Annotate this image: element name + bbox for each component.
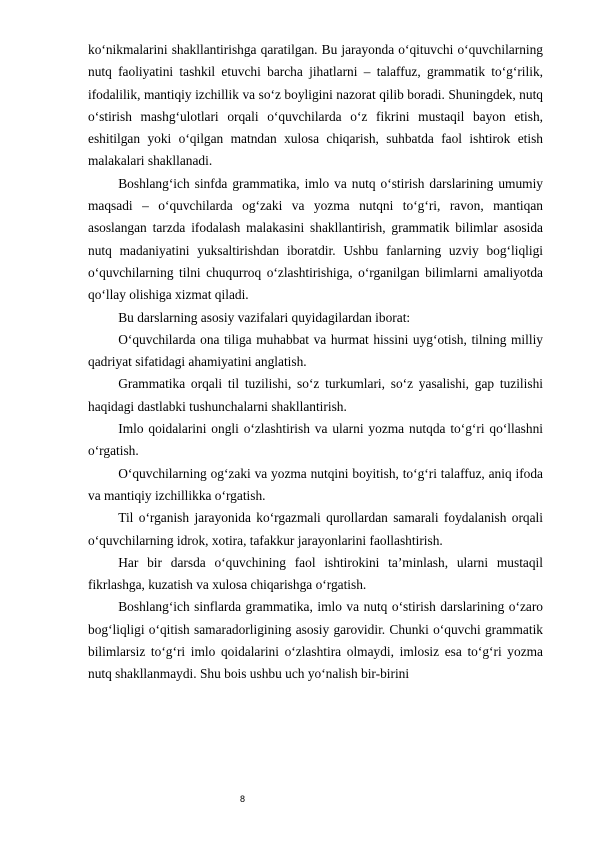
paragraph-task-1: O‘quvchilarda ona tiliga muhabbat va hurmat hissini uyg‘otish, tilning milliy qadriyat sifatidagi ahamiyatini anglatish. (88, 331, 543, 370)
paragraph-task-3: Imlo qoidalarini ongli o‘zlashtirish va ularni yozma nutqda to‘g‘ri qo‘llashni o‘rgatish. (88, 421, 543, 459)
paragraph-continuation: ko‘nikmalarini shakllantirishga qaratilgan. Bu jarayonda o‘qituvchi o‘quvchilarning nutq faoliyatini tashkil etuvchi barcha jihatlarni – talaffuz, grammatik to‘g‘rilik, ifodalilik, mantiqiy izchillik va so‘z boyligini nazorat qilib boradi. Shuningdek, nutq o‘stirish mashg‘ulotlari orqali o‘quvchilarda o‘z fikrini mustaqil bayon etish, eshitilgan yoki o‘qilgan matndan xulosa chiqarish, suhbatda faol ishtirok etish malakalari shakllanadi. (88, 42, 543, 169)
page-number: 8 (240, 794, 246, 804)
paragraph-goal: Boshlang‘ich sinfda grammatika, imlo va nutq o‘stirish darslarining umumiy maqsadi – o‘quvchilarda og‘zaki va yozma nutqni to‘g‘ri, ravon, mantiqan asoslangan tarzda ifodalash malakasini shakllantirish, grammatik bilimlar asosida nutq madaniyatini yuksaltirishdan iboratdir. Ushbu fanlarning uzviy bog‘liqligi o‘quvchilarning tilni chuqurroq o‘zlashtirishiga, o‘rganilgan bilimlarni amaliyotda qo‘llay olishiga xizmat qiladi. (88, 175, 543, 303)
paragraph-tasks-intro: Bu darslarning asosiy vazifalari quyidagilardan iborat: (118, 309, 411, 325)
paragraph-task-2: Grammatika orqali til tuzilishi, so‘z turkumlari, so‘z yasalishi, gap tuzilishi haqidagi dastlabki tushunchalarni shakllantirish. (88, 376, 543, 414)
paragraph-task-4: O‘quvchilarning og‘zaki va yozma nutqini boyitish, to‘g‘ri talaffuz, aniq ifoda va mantiqiy izchillikka o‘rgatish. (88, 465, 543, 503)
paragraph-task-5: Til o‘rganish jarayonida ko‘rgazmali qurollardan samarali foydalanish orqali o‘quvchilarning idrok, xotira, tafakkur jarayonlarini faollashtirish. (88, 510, 543, 548)
paragraph-conclusion: Boshlang‘ich sinflarda grammatika, imlo va nutq o‘stirish darslarining o‘zaro bog‘liqligi o‘qitish samaradorligining asosiy garovidir. Chunki o‘quvchi grammatik bilimlarsiz to‘g‘ri imlo qoidalarini o‘zlashtira olmaydi, imlosiz esa to‘g‘ri yozma nutq shakllanmaydi. Shu bois ushbu uch yo‘nalish bir-birini (88, 599, 543, 682)
paragraph-task-6: Har bir darsda o‘quvchining faol ishtirokini ta’minlash, ularni mustaqil fikrlashga, kuzatish va xulosa chiqarishga o‘rgatish. (88, 554, 543, 593)
page-body (88, 39, 543, 686)
